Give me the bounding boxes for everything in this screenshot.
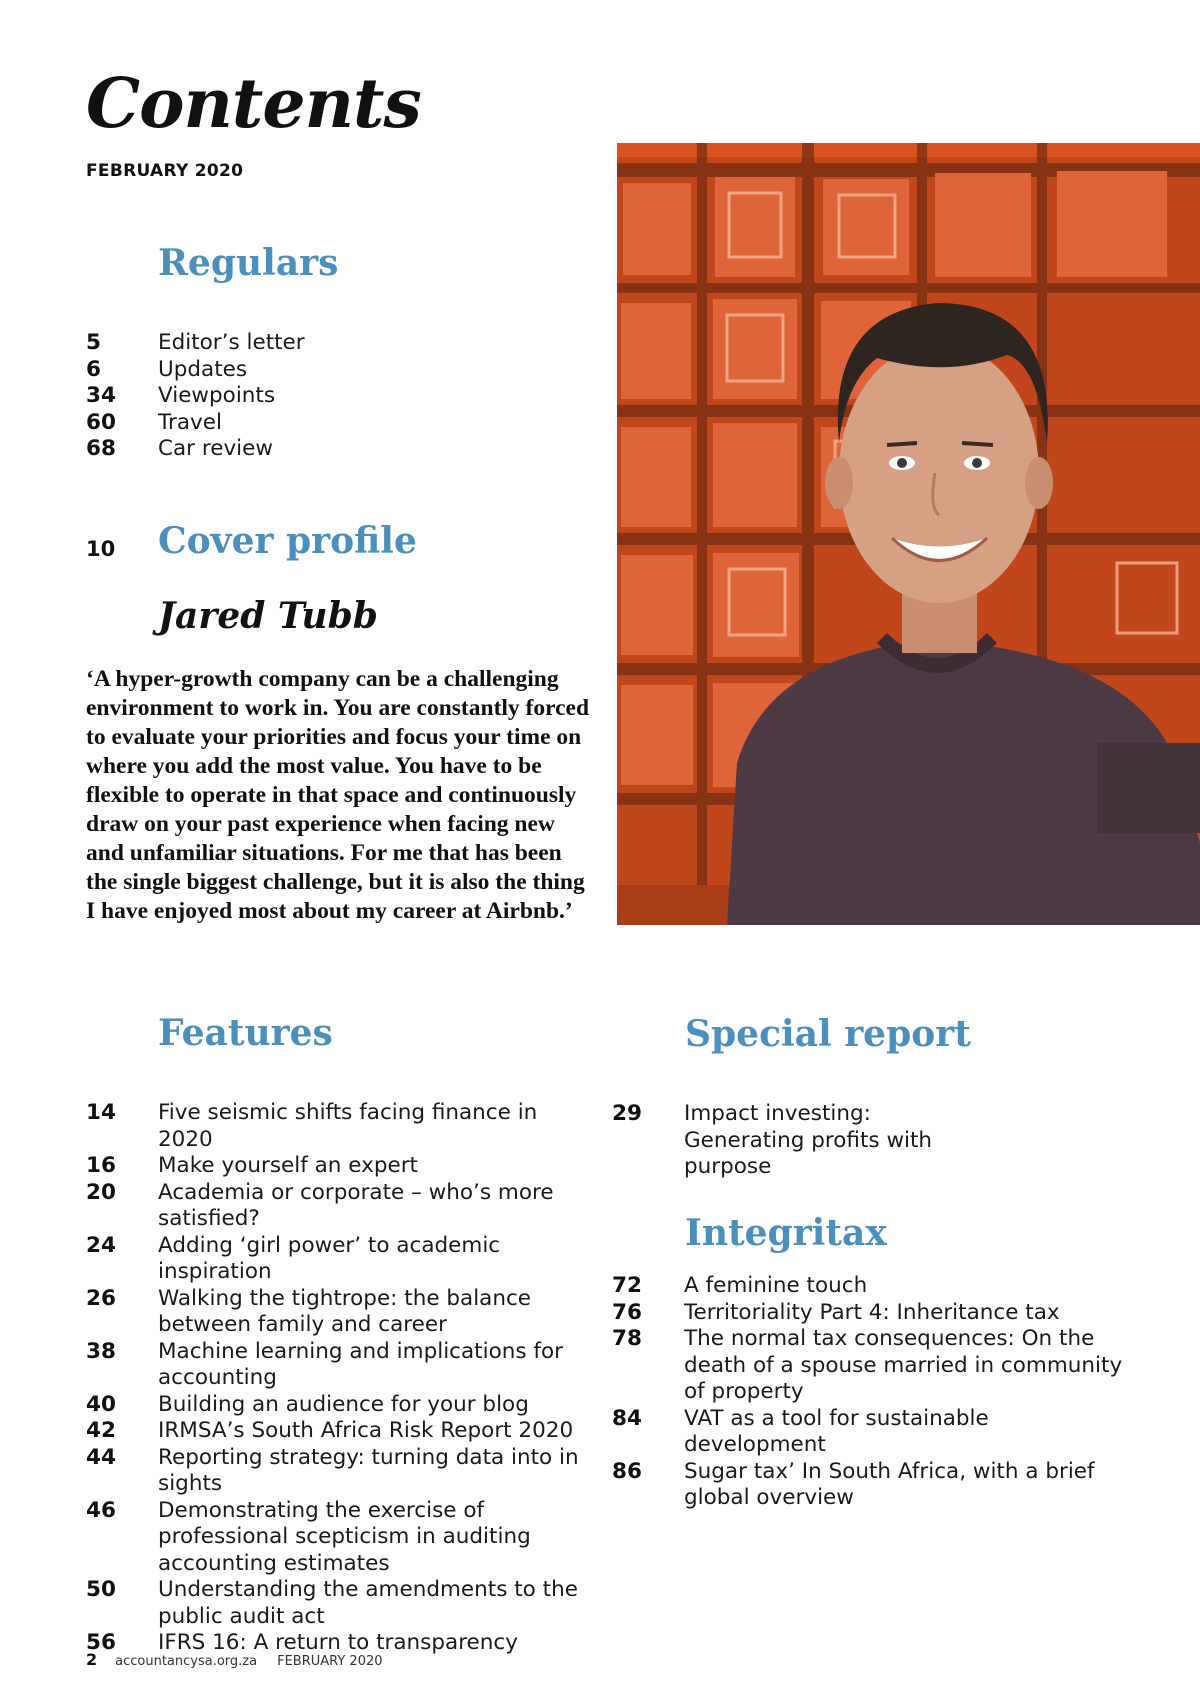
page-number: 44 [86,1444,116,1470]
list-item[interactable] [612,1101,1132,1181]
list-item[interactable] [86,383,586,410]
page-number: 68 [86,436,116,461]
page-number: 24 [86,1232,116,1258]
list-item[interactable] [86,1180,596,1233]
list-item[interactable] [86,1577,596,1630]
article-title: VAT as a tool for sustainable development [684,1405,989,1457]
integritax-list [612,1273,1132,1512]
list-item[interactable] [612,1406,1132,1459]
page-number: 56 [86,1630,116,1655]
page-number: 78 [612,1326,642,1351]
page-number: 38 [86,1338,116,1364]
cover-profile-quote: ‘A hyper-growth company can be a challenging environment to work in. You are constantly forced to evaluate your priorities and focus your time on where you add the most value. You have to be flexible to operate in that space and continuously draw on your past experience when facing new and unfamiliar situations. For me that has been the single biggest challenge, but it is also the thing I have enjoyed most about my career at Airbnb.’ [86,666,590,924]
list-item[interactable] [86,1445,596,1498]
page-number: 42 [86,1418,116,1443]
list-item[interactable] [86,330,586,357]
page-number: 46 [86,1497,116,1523]
article-title: Demonstrating the exercise of professional scepticism in auditing accounting estimates [158,1497,531,1576]
integritax-heading: Integritax [685,1212,887,1254]
page-number: 6 [86,356,101,382]
page-number: 29 [612,1101,642,1126]
article-title: Editor’s letter [158,330,305,355]
list-item[interactable] [86,436,586,463]
cover-profile-heading[interactable]: Cover profile [158,520,417,562]
list-item[interactable] [612,1459,1132,1512]
footer-website-link[interactable]: accountancysa.org.za [115,1654,258,1669]
article-title: Updates [158,356,248,382]
page-number: 60 [86,409,116,435]
article-title: Travel [158,409,222,435]
regulars-list [86,330,586,463]
list-item[interactable] [86,357,586,384]
page-number: 16 [86,1153,116,1178]
page-number: 84 [612,1405,642,1431]
special-report-list [612,1101,1132,1181]
article-title: Reporting strategy: turning data into in sights [158,1444,579,1496]
article-title: Machine learning and implications for accounting [158,1338,563,1390]
list-item[interactable] [86,1418,596,1445]
article-title: Walking the tightrope: the balance between family and career [158,1285,532,1337]
article-title: Five seismic shifts facing finance in 2020 [158,1100,538,1152]
regulars-heading: Regulars [158,242,339,284]
features-list [86,1100,596,1657]
page-number: 5 [86,330,101,355]
page-number: 14 [86,1100,116,1125]
list-item[interactable] [86,1392,596,1419]
article-title: IRMSA’s South Africa Risk Report 2020 [158,1418,574,1443]
page-title: Contents [86,64,421,144]
article-title: Territoriality Part 4: Inheritance tax [684,1299,1060,1325]
cover-photo [617,143,1200,925]
special-report-heading: Special report [685,1013,971,1055]
cover-profile-name: Jared Tubb [158,595,378,637]
article-title: Adding ‘girl power’ to academic inspiration [158,1232,501,1284]
cover-profile-page-number: 10 [86,537,116,561]
list-item[interactable] [86,1100,596,1153]
page-number: 26 [86,1285,116,1311]
page-footer [86,1650,383,1669]
list-item[interactable] [612,1326,1132,1406]
article-title: Car review [158,436,273,461]
article-title: Impact investing: Generating profits with purpose [684,1101,933,1179]
list-item[interactable] [612,1273,1132,1300]
page-number: 40 [86,1391,116,1417]
article-title: Understanding the amendments to the public audit act [158,1577,578,1629]
page-number: 86 [612,1458,642,1484]
page-number: 34 [86,383,116,408]
article-title: Viewpoints [158,383,276,408]
list-item[interactable] [86,1498,596,1578]
article-title: Make yourself an expert [158,1153,418,1178]
page-number: 50 [86,1577,116,1602]
footer-issue-date: FEBRUARY 2020 [277,1654,383,1669]
issue-date: FEBRUARY 2020 [86,161,244,181]
article-title: The normal tax consequences: On the death of a spouse married in community of property [684,1326,1123,1404]
article-title: A feminine touch [684,1273,868,1298]
article-title: Building an audience for your blog [158,1391,529,1417]
list-item[interactable] [86,410,586,437]
article-title: Academia or corporate – who’s more satisfied? [158,1179,554,1231]
page-number: 72 [612,1273,642,1298]
list-item[interactable] [612,1300,1132,1327]
page-number: 20 [86,1179,116,1205]
page-number: 76 [612,1299,642,1325]
footer-page-number: 2 [86,1650,98,1669]
features-heading: Features [158,1012,333,1054]
list-item[interactable] [86,1286,596,1339]
list-item[interactable] [86,1233,596,1286]
list-item[interactable] [86,1339,596,1392]
article-title: IFRS 16: A return to transparency [158,1630,518,1655]
article-title: Sugar tax’ In South Africa, with a brief global overview [684,1458,1095,1510]
list-item[interactable] [86,1153,596,1180]
